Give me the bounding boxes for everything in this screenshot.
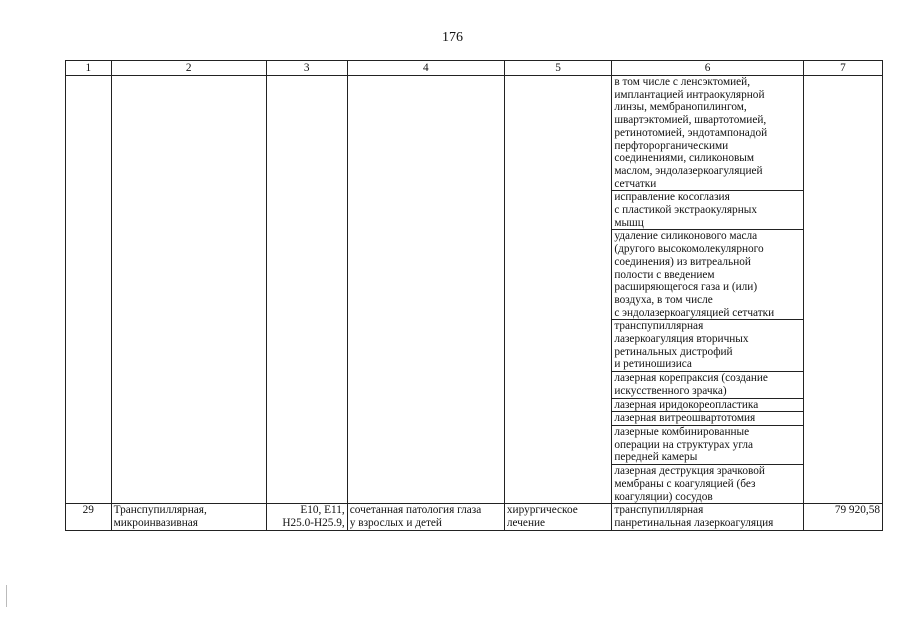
- method-item: удаление силиконового масла (другого высокомолекулярного соединения) из витреальной полости с введением расширяющегося газа и (или) воздуха, в том числе с эндолазеркоагуляцией сетчатки: [612, 230, 804, 320]
- method-item: лазерная деструкция зрачковой мембраны с коагуляцией (без коагуляции) сосудов: [614, 465, 765, 503]
- pathology-model: сочетанная патология глаза у взрослых и детей: [347, 504, 504, 530]
- method-item: лазерная корепраксия (создание искусственного зрачка): [612, 372, 804, 398]
- empty-cell: [347, 76, 504, 504]
- empty-cell: [111, 76, 266, 504]
- treatment-type: хирургическое лечение: [504, 504, 611, 530]
- column-number-row: [66, 61, 883, 76]
- column-header: 3: [266, 61, 347, 76]
- care-type-name: Транспупиллярная, микроинвазивная: [111, 504, 266, 530]
- empty-cell: [504, 76, 611, 504]
- column-header: 4: [347, 61, 504, 76]
- empty-cell: [266, 76, 347, 504]
- medical-care-table: [65, 60, 883, 531]
- row-number: 29: [66, 504, 112, 530]
- methods-list-cell: [612, 76, 804, 504]
- empty-cell: [803, 76, 882, 504]
- page-number: 176: [442, 30, 463, 45]
- method-item: лазерная витреошвартотомия: [612, 412, 804, 426]
- column-header: 1: [66, 61, 112, 76]
- empty-cell: [66, 76, 112, 504]
- method-item: в том числе с ленсэктомией, имплантацией интраокулярной линзы, мембранопилингом, швартэктомией, швартотомией, ретинотомией, эндотампонадой перфторорганическими соединениями, силиконовым маслом, эндолазеркоагуляцией сетчатки: [612, 76, 804, 191]
- table-row-29: [66, 504, 883, 530]
- method-item: лазерная иридокореопластика: [612, 399, 804, 413]
- cost-value: 79 920,58: [803, 504, 882, 530]
- treatment-method: транспупиллярная панретинальная лазеркоагуляция: [612, 504, 804, 530]
- column-header: 5: [504, 61, 611, 76]
- column-header: 2: [111, 61, 266, 76]
- column-header: 6: [612, 61, 804, 76]
- scan-edge-mark: [6, 585, 7, 607]
- method-item: лазерные комбинированные операции на структурах угла передней камеры: [612, 426, 804, 465]
- icd-codes: E10, E11, H25.0-H25.9,: [266, 504, 347, 530]
- method-item: исправление косоглазия с пластикой экстраокулярных мышц: [612, 191, 804, 230]
- method-item: транспупиллярная лазеркоагуляция вторичных ретинальных дистрофий и ретиношизиса: [612, 320, 804, 372]
- continuation-row: [66, 76, 883, 504]
- column-header: 7: [803, 61, 882, 76]
